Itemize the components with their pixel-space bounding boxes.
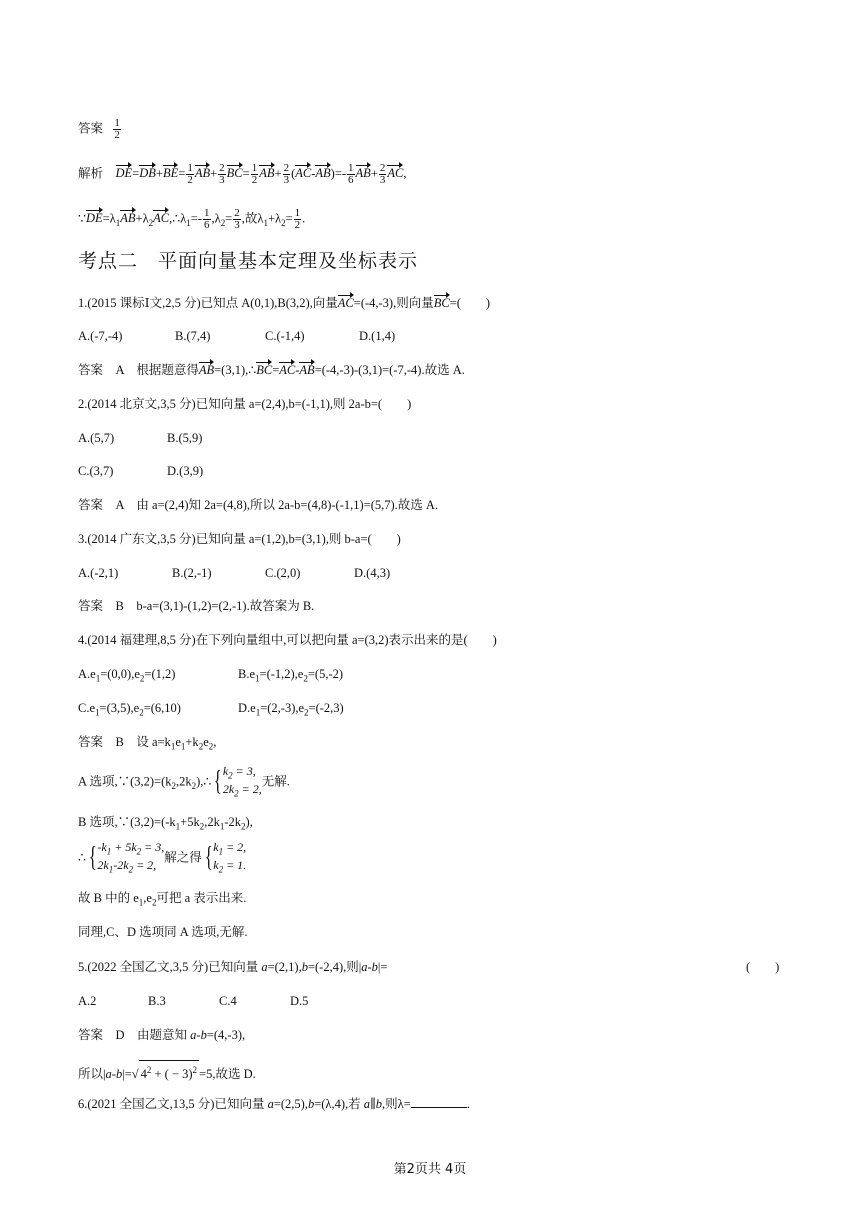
question-4-stem: 4.(2014 福建理,8,5 分)在下列向量组中,可以把向量 a=(3,2)表示出来的是( ) [78, 633, 497, 647]
q2-option-b: B.(5,9) [167, 431, 203, 445]
q5-option-d: D.5 [290, 994, 309, 1008]
question-3-options [78, 564, 390, 582]
q4-option-d: $D.e_1=(2,-3),e_2=(-2,3)$ [238, 701, 344, 718]
question-5-answer: 答案 D 由题意知 a-b=(4,-3), [78, 1028, 246, 1042]
q5-option-c: C.4 [219, 994, 237, 1008]
question-5-bracket: ( ) [746, 960, 780, 974]
question-5-options [78, 992, 308, 1010]
question-1-answer: 答案 A 根据题意得AB=(3,1),∴BC=AC-AB=(-4,-3)-(3,1)=(-7,-4).故选 A. [78, 363, 465, 377]
question-4-option-b-analysis: B 选项$,\because(3,2)=(-k_1+5k_2,2k_1-2k_2)$, [78, 815, 253, 832]
analysis-line-2: $\because DE=\lambda_1AB+\lambda_2AC,\therefore\lambda_1=-$ $\frac{1}{6}$ $,\lambda_2=$ $\frac{2}{3}$ ,故$\lambda_1+\lambda_2=$ $\frac{1}{2}$ . [78, 207, 306, 231]
question-2-options-row1 [78, 429, 202, 447]
question-4-conclusion: 故 B 中的 $e_1,e_2$可把 a 表示出来. [78, 891, 247, 908]
q2-option-a: A.(5,7) [78, 431, 115, 445]
q1-option-c: C.(-1,4) [265, 329, 305, 343]
q1-option-a: A.(-7,-4) [78, 329, 123, 343]
q2-option-c: C.(3,7) [78, 464, 114, 478]
q4-option-c: $C.e_1=(3,5),e_2=(6,10)$ [78, 701, 181, 718]
q3-option-b: B.(2,-1) [172, 566, 212, 580]
q4-option-a: $A.e_1=(0,0),e_2=(1,2)$ [78, 667, 176, 684]
analysis-label: 解析 [78, 166, 104, 181]
question-4-option-a-analysis: A 选项$,\because(3,2)=(k_2,2k_2),\therefore\{k_2 = 3$, $2k_2 = 2$,无解. [78, 764, 290, 799]
question-4-answer: 答案 B 设 $a=k_1e_1+k_2e_2$, [78, 735, 217, 752]
q2-option-d: D.(3,9) [167, 464, 204, 478]
question-5-stem: 5.(2022 全国乙文,3,5 分)已知向量 a=(2,1),b=(-2,4),则|a-b|= [78, 960, 388, 974]
q1-option-b: B.(7,4) [175, 329, 211, 343]
question-5-result: 所以|a-b|=√ $4^2$ + ( − 3)$^2$ =5,故选 D. [78, 1060, 256, 1083]
answer-label: 答案 [78, 121, 104, 136]
q3-option-a: A.(-2,1) [78, 566, 119, 580]
page-footer: 第2页共 4页 [393, 1162, 467, 1177]
section-title: 考点二 平面向量基本定理及坐标表示 [78, 250, 419, 272]
question-1-stem: 1.(2015 课标Ⅰ文,2,5 分)已知点 A(0,1),B(3,2),向量AC=(-4,-3),则向量BC=( ) [78, 296, 491, 310]
question-1-options [78, 327, 395, 345]
q1-option-d: D.(1,4) [359, 329, 396, 343]
answer-fraction: $\frac{1}{2}$ [114, 117, 120, 141]
question-4-same: 同理,C、D 选项同 A 选项,无解. [78, 925, 248, 939]
question-2-stem: 2.(2014 北京文,3,5 分)已知向量 a=(2,4),b=(-1,1),则 2a-b=( ) [78, 397, 412, 411]
q3-option-d: D.(4,3) [354, 566, 391, 580]
question-2-answer: 答案 A 由 a=(2,4)知 2a=(4,8),所以 2a-b=(4,8)-(-1,1)=(5,7).故选 A. [78, 498, 439, 512]
question-4-options-row1 [78, 665, 343, 688]
q5-option-b: B.3 [148, 994, 166, 1008]
question-2-options-row2 [78, 462, 203, 480]
analysis-line: 解析 DE=DB+BE= $\frac{1}{2}$ AB+ $\frac{2}{3}$ BC= $\frac{1}{2}$ AB+ $\frac{2}{3}$ (AC-AB)=- $\frac{1}{6}$ AB+ $\frac{2}{3}$ AC, [78, 162, 407, 186]
question-4-system: $\therefore\{-k_1 + 5k_2 = 3$, $2k_1-2k_2 = 2$,解之得{$k_1 = 2$, $k_2 = 1$. [78, 840, 247, 875]
question-3-stem: 3.(2014 广东文,3,5 分)已知向量 a=(1,2),b=(3,1),则 b-a=( ) [78, 532, 401, 546]
question-3-answer: 答案 B b-a=(3,1)-(1,2)=(2,-1).故答案为 B. [78, 599, 315, 613]
answer-line-top [78, 118, 122, 141]
question-6-stem: 6.(2021 全国乙文,13,5 分)已知向量 a=(2,5),b=(λ,4),若 a∥b,则λ= . [78, 1097, 470, 1111]
q4-option-b: $B.e_1=(-1,2),e_2=(5,-2)$ [238, 667, 344, 684]
q5-option-a: A.2 [78, 994, 97, 1008]
q3-option-c: C.(2,0) [265, 566, 301, 580]
question-4-options-row2 [78, 699, 344, 722]
